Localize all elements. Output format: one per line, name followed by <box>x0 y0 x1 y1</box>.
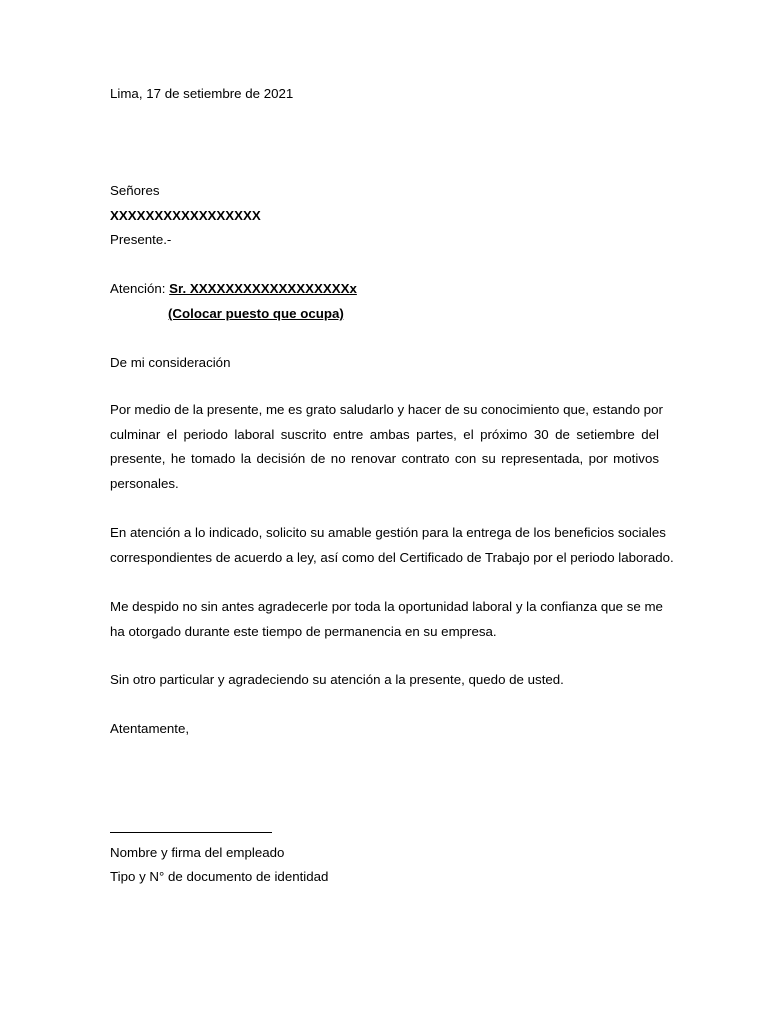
place-date: Lima, 17 de setiembre de 2021 <box>110 86 294 101</box>
paragraph-line: Sin otro particular y agradeciendo su atención a la presente, quedo de usted. <box>110 672 564 687</box>
signature-name-label: Nombre y firma del empleado <box>110 845 285 860</box>
paragraph-line: En atención a lo indicado, solicito su amable gestión para la entrega de los beneficios sociales <box>110 525 666 540</box>
paragraph-3 <box>110 595 663 644</box>
attention-name: Sr. XXXXXXXXXXXXXXXXXXx <box>169 281 357 296</box>
paragraph-2 <box>110 521 674 570</box>
paragraph-line: personales. <box>110 475 179 491</box>
closing: Atentamente, <box>110 721 190 736</box>
recipient-salutation: Señores <box>110 183 160 198</box>
greeting: De mi consideración <box>110 355 231 370</box>
paragraph-line: Por medio de la presente, me es grato saludarlo y hacer de su conocimiento que, estando por <box>110 402 663 417</box>
attention-label: Atención: <box>110 281 170 296</box>
paragraph-line: presente, he tomado la decisión de no renovar contrato con su representada, por motivos <box>110 451 659 466</box>
recipient-presente: Presente.- <box>110 232 172 247</box>
signature-line <box>110 832 272 833</box>
paragraph-line: correspondientes de acuerdo a ley, así como del Certificado de Trabajo por el periodo laborado. <box>110 549 674 565</box>
attention-position: (Colocar puesto que ocupa) <box>168 306 344 321</box>
paragraph-line: Me despido no sin antes agradecerle por toda la oportunidad laboral y la confianza que se me <box>110 599 663 614</box>
attention-line <box>110 281 357 296</box>
signature-id-label: Tipo y N° de documento de identidad <box>110 869 329 884</box>
paragraph-4 <box>110 668 659 693</box>
paragraph-line: ha otorgado durante este tiempo de permanencia en su empresa. <box>110 623 497 639</box>
recipient-company: XXXXXXXXXXXXXXXXX <box>110 208 261 223</box>
paragraph-1 <box>110 398 663 496</box>
paragraph-line: culminar el periodo laboral suscrito entre ambas partes, el próximo 30 de setiembre del <box>110 426 659 442</box>
